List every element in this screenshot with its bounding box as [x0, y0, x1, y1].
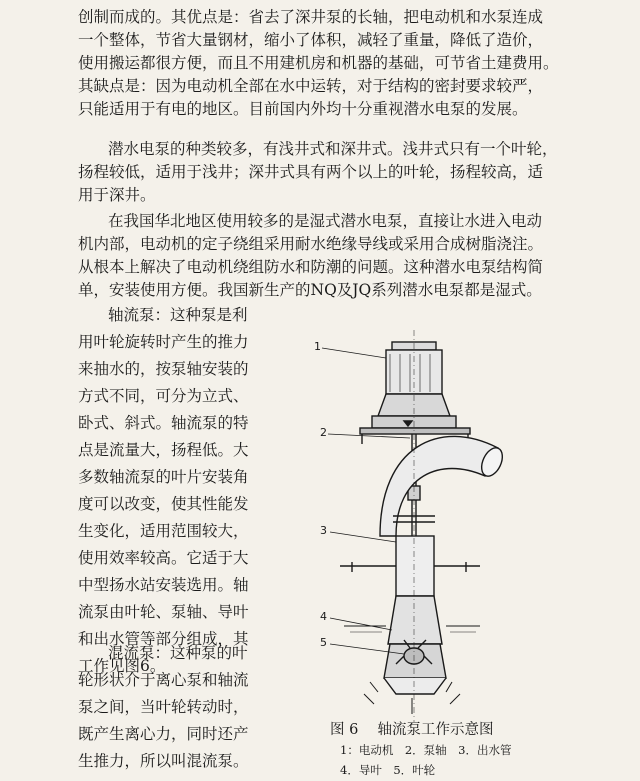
text-line: 既产生离心力，同时还产: [78, 725, 249, 743]
diagram-label-4: 4: [320, 610, 327, 623]
paragraph-axial-pump: [78, 302, 283, 680]
diagram-label-2: 2: [320, 426, 327, 439]
text-line: 混流泵：这种泵的叶: [108, 644, 248, 662]
text-line: 用于深井。: [78, 186, 156, 204]
text-line: 一个整体，节省大量钢材，缩小了体积，减轻了重量，降低了造价，: [78, 31, 544, 49]
figure-legend-line-2: 4．导叶 5．叶轮: [340, 763, 436, 777]
pump-body: [340, 536, 480, 694]
text-line: 卧式、斜式。轴流泵的特: [78, 414, 249, 432]
diagram-label-5: 5: [320, 636, 327, 649]
text-line: 只能适用于有电的地区。目前国内外均十分重视潜水电泵的发展。: [78, 100, 528, 118]
paragraph-mixed-flow-pump: [78, 640, 283, 775]
text-line: 点是流量大，扬程低。大: [78, 441, 249, 459]
text-line: 轮形状介于离心泵和轴流: [78, 671, 249, 689]
text-line: 其缺点是：因为电动机全部在水中运转，对于结构的密封要求较严，: [78, 77, 544, 95]
text-line: 多数轴流泵的叶片安装角: [78, 468, 249, 486]
text-line: 在我国华北地区使用较多的是湿式潜水电泵，直接让水进入电动: [108, 212, 543, 230]
text-line: 从根本上解决了电动机绕组防水和防潮的问题。这种潜水电泵结构简: [78, 258, 544, 276]
text-line: 流泵由叶轮、泵轴、导叶: [78, 603, 249, 621]
paragraph-advantages: [78, 6, 593, 121]
motor: [360, 342, 470, 444]
text-line: 来抽水的，按泵轴安装的: [78, 360, 249, 378]
text-line: 生推力，所以叫混流泵。: [78, 752, 249, 770]
text-line: 使用搬运都很方便，而且不用建机房和机器的基础，可节省土建费用。: [78, 54, 559, 72]
text-line: 单，安装使用方便。我国新生产的NQ及JQ系列潜水电泵都是湿式。: [78, 281, 542, 299]
text-line: 和出水管等部分组成，其: [78, 630, 249, 648]
axial-pump-diagram: [300, 326, 600, 726]
figure-caption: 图 6 轴流泵工作示意图: [330, 722, 494, 738]
paragraph-wet-pump: [78, 210, 593, 302]
text-line: 创制而成的。其优点是：省去了深井泵的长轴，把电动机和水泵连成: [78, 8, 544, 26]
text-line: 扬程较低，适用于浅井；深井式具有两个以上的叶轮，扬程较高，适: [78, 163, 544, 181]
text-line: 度可以改变，使其性能发: [78, 495, 249, 513]
discharge-pipe: [380, 436, 506, 536]
text-line: 泵之间，当叶轮转动时，: [78, 698, 249, 716]
text-line: 用叶轮旋转时产生的推力: [78, 333, 249, 351]
diagram-label-3: 3: [320, 524, 327, 537]
text-line: 潜水电泵的种类较多，有浅井式和深井式。浅井式只有一个叶轮，: [108, 140, 558, 158]
text-line: 生变化，适用范围较大，: [78, 522, 249, 540]
text-line: 工作见图6。: [78, 657, 166, 675]
diagram-label-1: 1: [314, 340, 321, 353]
text-line: 中型扬水站安装选用。轴: [78, 576, 249, 594]
text-line: 轴流泵：这种泵是利: [108, 306, 248, 324]
paragraph-types: [78, 138, 593, 207]
text-line: 使用效率较高。它适于大: [78, 549, 249, 567]
figure-legend-line-1: 1：电动机 2．泵轴 3．出水管: [340, 743, 512, 757]
text-line: 方式不同，可分为立式、: [78, 387, 249, 405]
text-line: 机内部，电动机的定子绕组采用耐水绝缘导线或采用合成树脂浇注。: [78, 235, 544, 253]
